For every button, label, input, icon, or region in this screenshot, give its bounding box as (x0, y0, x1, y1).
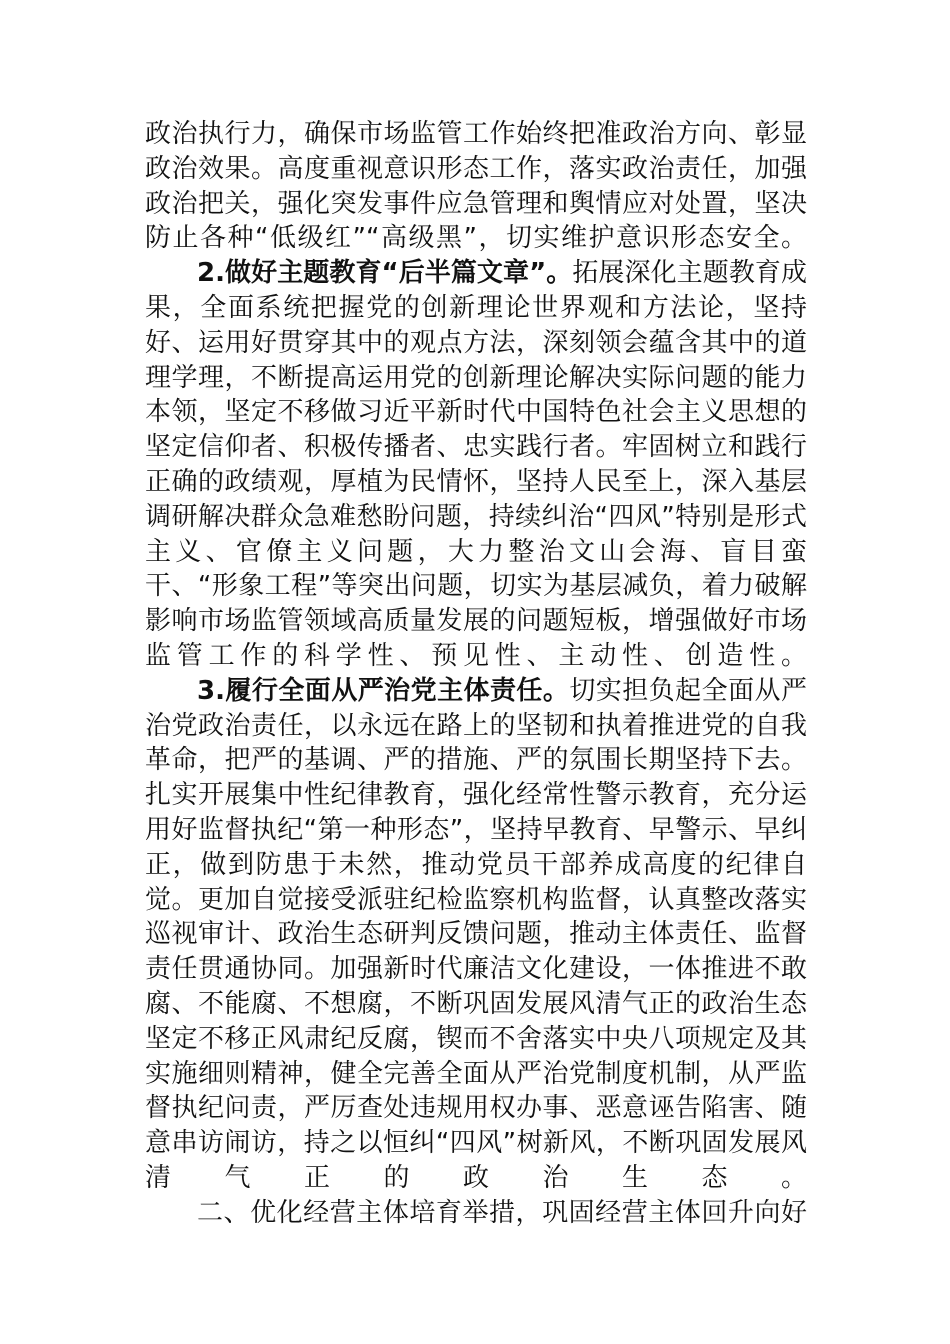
paragraph-3-heading: 3.履行全面从严治党主体责任。 (197, 675, 570, 706)
paragraph-1 (145, 117, 807, 256)
paragraph-3-text: 切实担负起全面从严治党政治责任，以永远在路上的坚韧和执着推进党的自我革命，把严的基调、严的措施、严的氛围长期坚持下去。扎实开展集中性纪律教育，强化经常性警示教育，充分运用好监督执纪“第一种形态”，坚持早教育、早警示、早纠正，做到防患于未然，推动党员干部养成高度的纪律自觉。更加自觉接受派驻纪检监察机构监督，认真整改落实巡视审计、政治生态研判反馈问题，推动主体责任、监督责任贯通协同。加强新时代廉洁文化建设，一体推进不敢腐、不能腐、不想腐，不断巩固发展风清气正的政治生态坚定不移正风肃纪反腐，锲而不舍落实中央八项规定及其实施细则精神，健全完善全面从严治党制度机制，从严监督执纪问责，严厉查处违规用权办事、恶意诬告陷害、随意串访闹访，持之以恒纠“四风”树新风，不断巩固发展风清气正的政治生态。 (145, 675, 807, 1193)
document-body (145, 117, 807, 1231)
paragraph-2-text: 拓展深化主题教育成果，全面系统把握党的创新理论世界观和方法论，坚持好、运用好贯穿其中的观点方法，深刻领会蕴含其中的道理学理，不断提高运用党的创新理论解决实际问题的能力本领，坚定不移做习近平新时代中国特色社会主义思想的坚定信仰者、积极传播者、忠实践行者。牢固树立和践行正确的政绩观，厚植为民情怀，坚持人民至上，深入基层调研解决群众急难愁盼问题，持续纠治“四风”特别是形式主义、官僚主义问题，大力整治文山会海、盲目蛮干、“形象工程”等突出问题，切实为基层减负，着力破解影响市场监管领域高质量发展的问题短板，增强做好市场监管工作的科学性、预见性、主动性、创造性。 (145, 258, 807, 671)
paragraph-2-heading: 2.做好主题教育“后半篇文章”。 (197, 258, 573, 289)
section-heading: 二、优化经营主体培育举措，巩固经营主体回升向好 (197, 1197, 807, 1228)
paragraph-3 (145, 674, 807, 1196)
paragraph-2 (145, 256, 807, 674)
paragraph-1-text: 政治执行力，确保市场监管工作始终把准政治方向、彰显政治效果。高度重视意识形态工作，落实政治责任，加强政治把关，强化突发事件应急管理和舆情应对处置，坚决防止各种“低级红”“高级黑”，切实维护意识形态安全。 (145, 119, 807, 254)
